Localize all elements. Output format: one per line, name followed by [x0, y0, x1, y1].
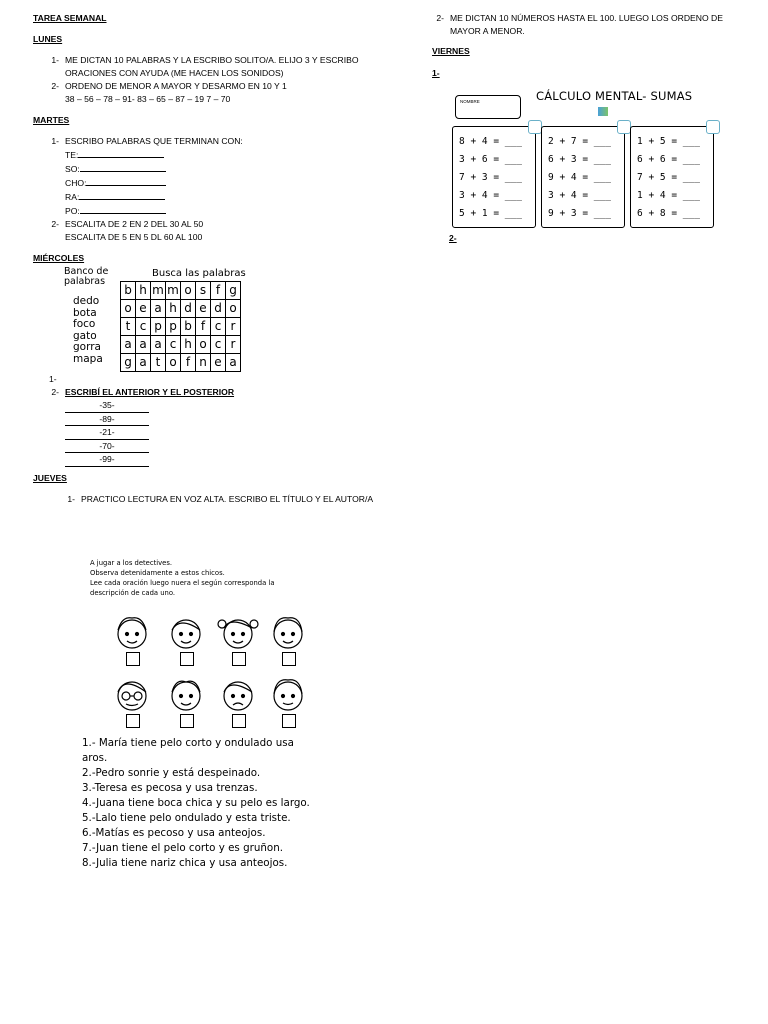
grid-row — [121, 300, 241, 318]
grid-row — [121, 318, 241, 336]
lunes-list — [33, 54, 403, 106]
grid-cell[interactable]: a — [151, 300, 166, 318]
number-box[interactable] — [126, 652, 140, 666]
grid-title: Busca las palabras — [152, 268, 246, 279]
right-item-2: 2- ME DICTAN 10 NÚMEROS HASTA EL 100. LUEGO LOS ORDENO DE MAYOR A MENOR. — [436, 13, 723, 36]
tab-icon — [706, 120, 720, 134]
sum-row[interactable]: 8 + 4 = ___ — [459, 136, 522, 147]
number-list — [33, 399, 403, 467]
math-title: CÁLCULO MENTAL- SUMAS — [536, 89, 693, 103]
number-line[interactable]: -35- — [65, 399, 149, 413]
grid-cell[interactable]: p — [166, 318, 181, 336]
number-box[interactable] — [126, 714, 140, 728]
grid-cell[interactable]: s — [196, 282, 211, 300]
grid-cell[interactable]: g — [121, 354, 136, 372]
description-sentences: 1.- María tiene pelo corto y ondulado usa aros. 2.-Pedro sonrie y está despeinado. 3.-Teresa es pecosa y usa trenzas. 4.-Juana tiene boca chica y su pelo es largo. 5.-Lalo tiene pelo ondulado y esta triste. 6.-Matías es pecoso y usa anteojos. 7.-Juan tiene el pelo corto y es gruñon. 8.-Julia tiene nariz chica y usa anteojos. — [82, 737, 310, 869]
grid-cell[interactable]: o — [121, 300, 136, 318]
ending-so: SO: — [33, 162, 403, 176]
grid-cell[interactable]: o — [166, 354, 181, 372]
children-faces-icon — [110, 612, 310, 732]
sum-row[interactable]: 3 + 4 = ___ — [548, 190, 611, 201]
answer-line[interactable] — [80, 204, 166, 214]
miercoles-item-2: 2- ESCRIBÍ EL ANTERIOR Y EL POSTERIOR -35- -89- -21- -70- -99- — [33, 386, 403, 467]
sum-row[interactable]: 1 + 5 = ___ — [637, 136, 700, 147]
grid-cell[interactable]: o — [181, 282, 196, 300]
grid-cell[interactable]: r — [226, 336, 241, 354]
grid-row — [121, 282, 241, 300]
grid-row — [121, 354, 241, 372]
grid-cell[interactable]: e — [196, 300, 211, 318]
grid-cell[interactable]: f — [211, 282, 226, 300]
grid-cell[interactable]: b — [121, 282, 136, 300]
sums-column-3 — [630, 126, 714, 228]
figure-heading: A jugar a los detectives. Observa detenidamente a estos chicos. Lee cada oración luego nuera el según corresponda la descripción de cada uno. — [90, 559, 275, 597]
grid-cell[interactable]: a — [151, 336, 166, 354]
number-box[interactable] — [180, 652, 194, 666]
grid-row — [121, 336, 241, 354]
logo-icon — [598, 107, 608, 116]
grid-cell[interactable]: h — [181, 336, 196, 354]
sums-column-2 — [541, 126, 625, 228]
sum-row[interactable]: 3 + 4 = ___ — [459, 190, 522, 201]
document-title: TAREA SEMANAL — [33, 13, 107, 23]
sum-row[interactable]: 1 + 4 = ___ — [637, 190, 700, 201]
grid-cell[interactable]: e — [136, 300, 151, 318]
ending-te: TE: — [33, 148, 403, 162]
grid-cell[interactable]: r — [226, 318, 241, 336]
ending-cho: CHO: — [33, 176, 403, 190]
grid-cell[interactable]: c — [211, 318, 226, 336]
sum-row[interactable]: 5 + 1 = ___ — [459, 208, 522, 219]
left-column — [33, 12, 403, 265]
grid-cell[interactable]: p — [151, 318, 166, 336]
grid-cell[interactable]: m — [151, 282, 166, 300]
martes-list — [33, 135, 403, 244]
grid-cell[interactable]: t — [151, 354, 166, 372]
sum-row[interactable]: 6 + 8 = ___ — [637, 208, 700, 219]
miercoles-heading: MIÉRCOLES — [33, 253, 85, 263]
mental-math-card — [452, 86, 714, 232]
tab-icon — [617, 120, 631, 134]
word-bank-list — [64, 296, 118, 365]
grid-cell[interactable]: o — [196, 336, 211, 354]
word-bank-item: dedo — [73, 295, 100, 307]
jueves-item-1: 1- PRACTICO LECTURA EN VOZ ALTA. ESCRIBO EL TÍTULO Y EL AUTOR/A — [67, 494, 374, 504]
grid-cell[interactable]: d — [181, 300, 196, 318]
right-column — [432, 12, 732, 80]
jueves-section — [33, 472, 433, 506]
miercoles-item-1-num: 1- — [49, 374, 57, 384]
grid-cell[interactable]: e — [211, 354, 226, 372]
viernes-item-1: 1- — [432, 68, 440, 78]
grid-cell[interactable]: h — [166, 300, 181, 318]
grid-cell[interactable]: m — [166, 282, 181, 300]
grid-cell[interactable]: h — [136, 282, 151, 300]
answer-line[interactable] — [80, 162, 166, 172]
word-bank-item: gorra — [73, 341, 101, 353]
ending-po: PO: — [33, 204, 403, 218]
reading-figure — [82, 552, 320, 869]
answer-line[interactable] — [78, 148, 164, 158]
word-bank-item: gato — [73, 329, 97, 342]
number-line[interactable]: -99- — [65, 453, 149, 467]
number-box[interactable] — [232, 652, 246, 666]
grid-cell[interactable]: f — [196, 318, 211, 336]
word-bank: Banco de palabras dedo bota foco gato gorra mapa — [64, 267, 118, 365]
letter-grid — [120, 281, 241, 372]
grid-cell[interactable]: d — [211, 300, 226, 318]
number-line[interactable]: -89- — [65, 413, 149, 427]
sum-row[interactable]: 9 + 4 = ___ — [548, 172, 611, 183]
number-box[interactable] — [232, 714, 246, 728]
number-box[interactable] — [282, 652, 296, 666]
number-box[interactable] — [282, 714, 296, 728]
sums-column-1 — [452, 126, 536, 228]
viernes-heading: VIERNES — [432, 46, 470, 56]
sum-row[interactable]: 3 + 6 = ___ — [459, 154, 522, 165]
viernes-item-2: 2- — [449, 233, 457, 243]
grid-cell[interactable]: c — [136, 318, 151, 336]
grid-cell[interactable]: c — [211, 336, 226, 354]
sum-row[interactable]: 2 + 7 = ___ — [548, 136, 611, 147]
grid-cell[interactable]: b — [181, 318, 196, 336]
grid-cell[interactable]: c — [166, 336, 181, 354]
lunes-item-2: 2- ORDENO DE MENOR A MAYOR Y DESARMO EN 10 Y 1 38 – 56 – 78 – 91- 83 – 65 – 87 – 19 7 – 70 — [51, 81, 287, 104]
answer-line[interactable] — [86, 176, 166, 186]
martes-item-1: 1- ESCRIBO PALABRAS QUE TERMINAN CON: — [51, 136, 243, 146]
jueves-heading: JUEVES — [33, 473, 67, 483]
sum-row[interactable]: 9 + 3 = ___ — [548, 208, 611, 219]
tab-icon — [528, 120, 542, 134]
sum-row[interactable]: 7 + 3 = ___ — [459, 172, 522, 183]
word-search-puzzle — [64, 267, 252, 383]
sum-row[interactable]: 7 + 5 = ___ — [637, 172, 700, 183]
grid-cell[interactable]: o — [226, 300, 241, 318]
word-bank-item: bota — [73, 306, 97, 319]
grid-cell[interactable]: a — [226, 354, 241, 372]
grid-cell[interactable]: f — [181, 354, 196, 372]
number-line[interactable]: -70- — [65, 440, 149, 454]
sum-row[interactable]: 6 + 3 = ___ — [548, 154, 611, 165]
lunes-item-1: 1- ME DICTAN 10 PALABRAS Y LA ESCRIBO SOLITO/A. ELIJO 3 Y ESCRIBO ORACIONES CON AYUDA (ME HACEN LOS SONIDOS) — [51, 55, 359, 78]
martes-item-2: 2- ESCALITA DE 2 EN 2 DEL 30 AL 50 ESCALITA DE 5 EN 5 DL 60 AL 100 — [51, 219, 204, 242]
grid-cell[interactable]: a — [136, 336, 151, 354]
grid-cell[interactable]: g — [226, 282, 241, 300]
answer-line[interactable] — [79, 190, 165, 200]
number-line[interactable]: -21- — [65, 426, 149, 440]
grid-cell[interactable]: t — [121, 318, 136, 336]
grid-cell[interactable]: a — [136, 354, 151, 372]
number-box[interactable] — [180, 714, 194, 728]
word-bank-item: foco — [73, 318, 96, 330]
grid-cell[interactable]: a — [121, 336, 136, 354]
ending-ra: RA: — [33, 190, 403, 204]
lunes-heading: LUNES — [33, 34, 63, 44]
sum-row[interactable]: 6 + 6 = ___ — [637, 154, 700, 165]
grid-cell[interactable]: n — [196, 354, 211, 372]
word-bank-item: mapa — [73, 352, 103, 365]
faces-illustration — [110, 612, 310, 732]
martes-heading: MARTES — [33, 115, 70, 125]
name-field[interactable]: NOMBRE — [455, 95, 521, 119]
